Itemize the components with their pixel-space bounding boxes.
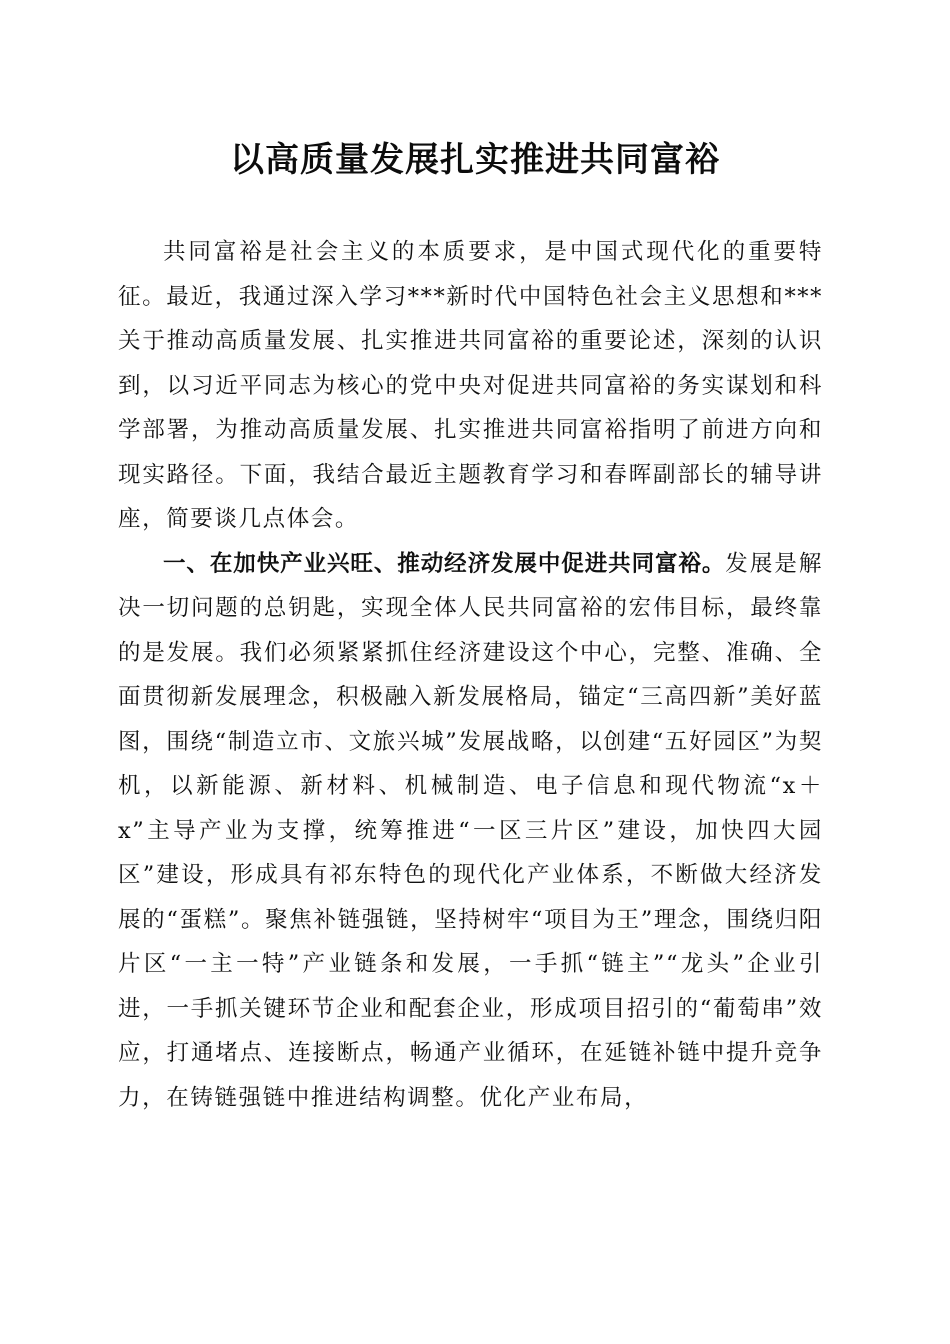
- intro-paragraph-text: 共同富裕是社会主义的本质要求，是中国式现代化的重要特征。最近，我通过深入学习***新时代中国特色社会主义思想和***关于推动高质量发展、扎实推进共同富裕的重要论述，深刻的认识到，以习近平同志为核心的党中央对促进共同富裕的务实谋划和科学部署，为推动高质量发展、扎实推进共同富裕指明了前进方向和现实路径。下面，我结合最近主题教育学习和春晖副部长的辅导讲座，简要谈几点体会。: [118, 239, 823, 532]
- document-body: [118, 230, 823, 1120]
- document-title: 以高质量发展扎实推进共同富裕: [230, 140, 720, 180]
- section-1-text: 发展是解决一切问题的总钥匙，实现全体人民共同富裕的宏伟目标，最终靠的是发展。我们必须紧紧抓住经济建设这个中心，完整、准确、全面贯彻新发展理念，积极融入新发展格局，锚定“三高四新”美好蓝图，围绕“制造立市、文旅兴城”发展战略，以创建“五好园区”为契机，以新能源、新材料、机械制造、电子信息和现代物流“x＋x”主导产业为支撑，统筹推进“一区三片区”建设，加快四大园区”建设，形成具有祁东特色的现代化产业体系，不断做大经济发展的“蛋糕”。聚焦补链强链，坚持树牢“项目为王”理念，围绕归阳片区“一主一特”产业链条和发展，一手抓“链主”“龙头”企业引进，一手抓关键环节企业和配套企业，形成项目招引的“葡萄串”效应，打通堵点、连接断点，畅通产业循环，在延链补链中提升竞争力，在铸链强链中推进结构调整。优化产业布局，: [118, 550, 823, 1111]
- section-1-paragraph: [118, 542, 823, 1121]
- section-1-heading: 一、在加快产业兴旺、推动经济发展中促进共同富裕。: [163, 550, 726, 577]
- intro-paragraph: [118, 230, 823, 542]
